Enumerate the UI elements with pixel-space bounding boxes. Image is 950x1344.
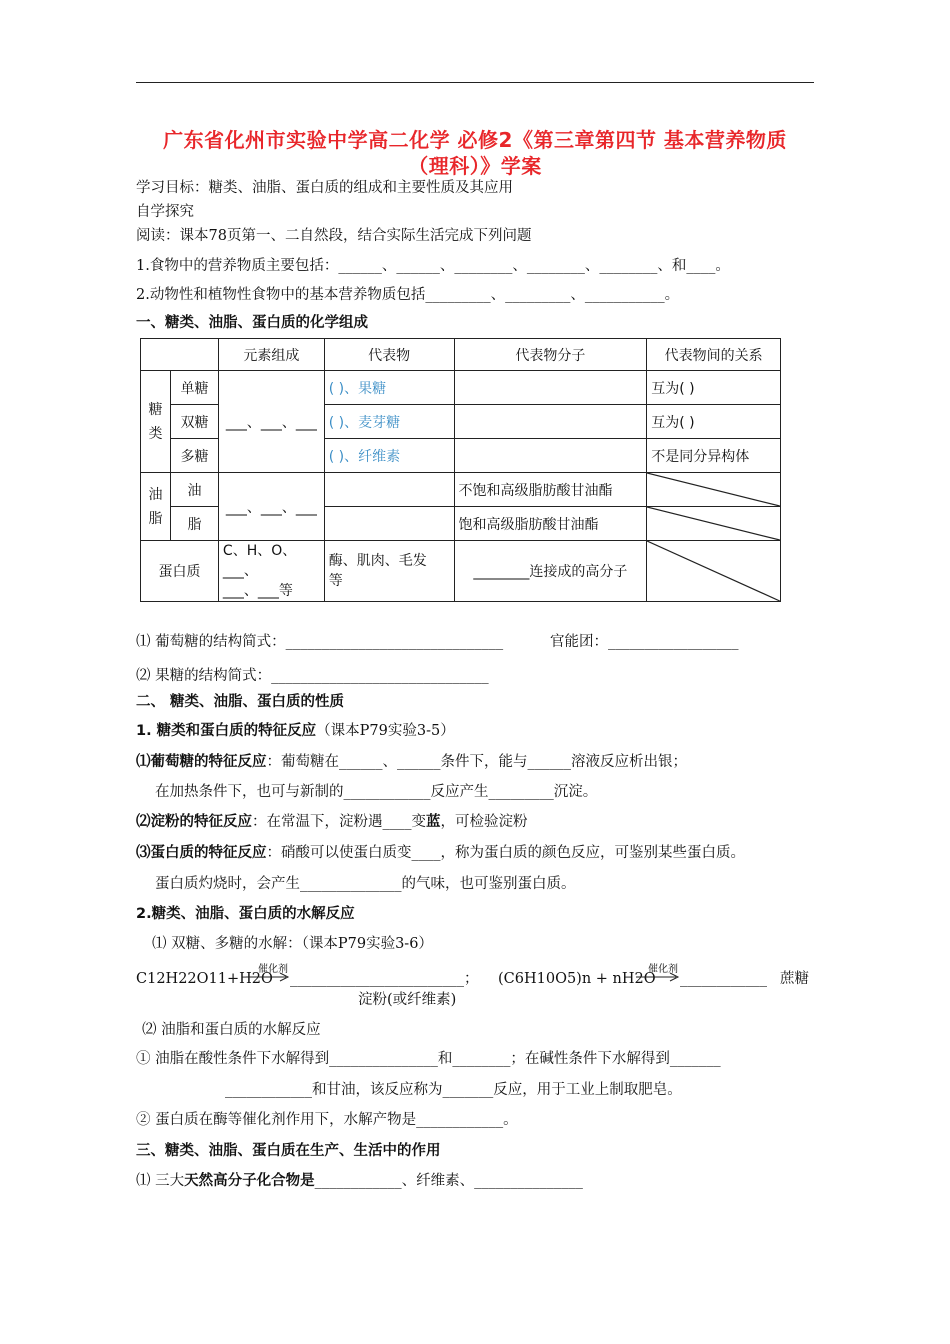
equation-right: (C6H10O5)n + nH2O [498,971,656,987]
diagonal-line-icon [647,473,780,506]
di-molecule [454,405,647,439]
page-title-line1: 广东省化州市实验中学高二化学 必修2《第三章第四节 基本营养物质 [163,128,787,152]
equation-blank-2: ____________ [680,971,767,987]
fat-name: 脂 [170,507,218,541]
arrow-icon [246,972,290,982]
di-representative [324,405,454,439]
natural-polymers [136,1171,583,1191]
fat-elements: ___、___、___ [218,473,324,541]
starch-reaction-text: ：在常温下，淀粉遇____变 [252,814,426,830]
protein-name: 蛋白质 [141,541,219,602]
oil-representative [324,473,454,507]
equation-blank-1: ________________________； [290,971,479,987]
catalyst-label-2: 催化剂 [648,964,678,975]
oil-relation-crossed [647,473,781,507]
poly-rep-text: ( )、纤维素 [328,448,401,465]
header-rule [136,82,814,83]
natural-polymers-prefix: ⑴ 三大 [136,1173,185,1189]
catalyst-label-1: 催化剂 [258,964,288,975]
page-title-line2: （理科）》学案 [408,154,542,178]
di-name: 双糖 [170,405,218,439]
starch-cellulose-label: 淀粉(或纤维素) [358,992,457,1008]
equation-left: C12H22O11+H2O [136,971,273,987]
oil-molecule: 不饱和高级脂肪酸甘油酯 [454,473,647,507]
protein-reaction [136,843,745,863]
table-header-row [141,339,781,371]
protein-reaction-text: ：硝酸可以使蛋白质变____，称为蛋白质的颜色反应，可鉴别某些蛋白质。 [266,845,745,861]
composition-table [140,338,781,602]
starch-reaction-title: ⑵淀粉的特征反应 [136,814,252,830]
question-1: 1.食物中的营养物质主要包括：______、______、________、________、________、和____。 [136,258,730,274]
question-2: 2.动物性和植物性食物中的基本营养物质包括_________、_________、___________。 [136,287,680,303]
header-relation: 代表物间的关系 [647,339,781,371]
table-row-protein [141,541,781,602]
sucrose-label: 蔗糖 [780,971,809,987]
reading-instruction: 阅读：课本78页第一、二自然段，结合实际生活完成下列问题 [136,228,532,244]
starch-reaction-end: ，可检验淀粉 [440,814,528,830]
sugar-group-text: 糖类 [148,401,163,442]
header-molecule: 代表物分子 [454,339,647,371]
poly-representative [324,439,454,473]
starch-reaction [136,812,528,832]
poly-molecule [454,439,647,473]
protein-reaction-title: ⑶蛋白质的特征反应 [136,845,267,861]
protein-elements-line1: C、H、O、___、 [222,543,297,579]
sugar-elements: ___、___、___ [218,371,324,473]
hydrolysis-heading: 2.糖类、油脂、蛋白质的水解反应 [136,906,355,922]
fat-protein-hydrolysis: ⑵ 油脂和蛋白质的水解反应 [142,1022,321,1038]
mono-representative [324,371,454,405]
characteristic-reactions-title: 1. 糖类和蛋白质的特征反应 [136,723,317,739]
glucose-reaction-text: ：葡萄糖在______、______条件下，能与______溶液反应析出银； [266,754,687,770]
disaccharide-hydrolysis: ⑴ 双糖、多糖的水解：（课本P79实验3-6） [152,936,433,952]
table-row-monosaccharide [141,371,781,405]
fat-molecule: 饱和高级脂肪酸甘油酯 [454,507,647,541]
header-blank [141,339,219,371]
protein-molecule: ________连接成的高分子 [454,541,647,602]
protein-elements [218,541,324,602]
protein-hydrolysis: ② 蛋白质在酶等催化剂作用下，水解产物是____________。 [136,1112,518,1128]
protein-reaction-line2: 蛋白质灼烧时，会产生______________的气味，也可鉴别蛋白质。 [155,876,576,892]
section2-heading: 二、 糖类、油脂、蛋白质的性质 [136,694,345,710]
self-study-label: 自学探究 [136,204,194,220]
mono-rep-text: ( )、果糖 [328,380,387,397]
poly-relation: 不是同分异构体 [647,439,781,473]
fat-relation-crossed [647,507,781,541]
table-row-oil [141,473,781,507]
header-representative: 代表物 [324,339,454,371]
fat-representative [324,507,454,541]
characteristic-reactions [136,721,455,741]
arrow-icon [636,972,680,982]
sugar-group-label [141,371,171,473]
fat-hydrolysis-line2: ____________和甘油，该反应称为_______反应，用于工业上制取肥皂。 [225,1082,682,1098]
protein-relation-crossed [647,541,781,602]
fructose-structure-question: ⑵ 果糖的结构简式：______________________________ [136,668,489,684]
section3-heading: 三、糖类、油脂、蛋白质在生产、生活中的作用 [136,1143,441,1159]
learning-goal: 学习目标：糖类、油脂、蛋白质的组成和主要性质及其应用 [136,180,513,196]
glucose-structure-question: ⑴ 葡萄糖的结构简式：______________________________ [136,634,504,650]
glucose-reaction-title: ⑴葡萄糖的特征反应 [136,754,267,770]
protein-representative [324,541,454,602]
mono-relation: 互为( ) [647,371,781,405]
protein-rep-line2: 等 [328,573,343,589]
natural-polymers-title: 天然高分子化合物是 [184,1173,315,1189]
glucose-reaction [136,752,687,772]
poly-name: 多糖 [170,439,218,473]
functional-group-question: 官能团：__________________ [550,634,739,650]
fat-group-text: 油脂 [148,486,163,527]
glucose-reaction-line2: 在加热条件下，也可与新制的____________反应产生_________沉淀。 [155,784,598,800]
mono-name: 单糖 [170,371,218,405]
protein-elements-line2: ___、___等 [222,583,293,599]
characteristic-reactions-ref: （课本P79实验3-5） [316,723,455,739]
diagonal-line-icon [647,541,780,601]
mono-molecule [454,371,647,405]
di-relation: 互为( ) [647,405,781,439]
di-rep-text: ( )、麦芽糖 [328,414,401,431]
starch-blue-word: 蓝 [426,814,441,830]
section1-heading: 一、糖类、油脂、蛋白质的化学组成 [136,315,368,331]
fat-hydrolysis: ① 油脂在酸性条件下水解得到_______________和________；在碱性条件下水解得到_______ [136,1051,721,1067]
protein-rep-line1: 酶、肌肉、毛发 [328,553,427,569]
diagonal-line-icon [647,507,780,540]
fat-group-label [141,473,171,541]
oil-name: 油 [170,473,218,507]
natural-polymers-text: ____________、纤维素、_______________ [314,1173,583,1189]
header-elements: 元素组成 [218,339,324,371]
